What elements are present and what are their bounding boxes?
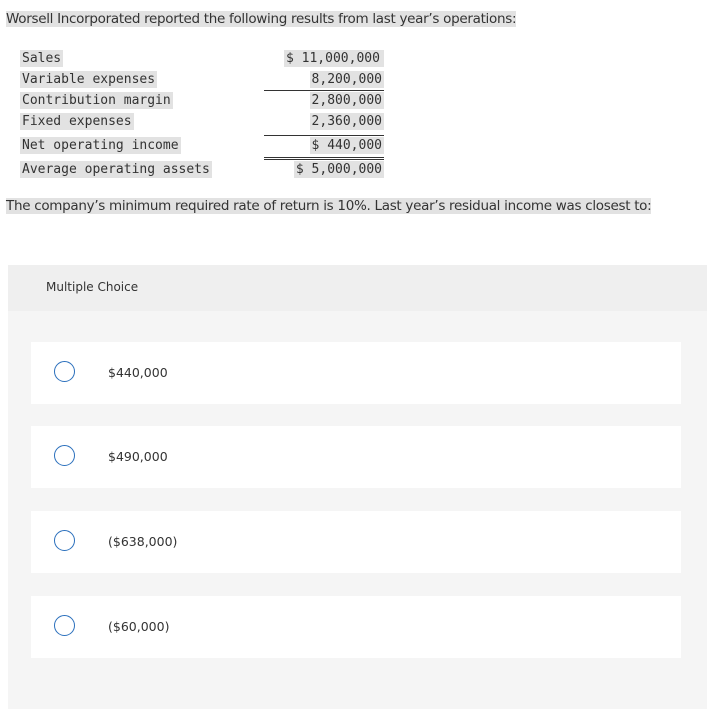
radio-icon[interactable] <box>54 615 75 636</box>
row-label: Variable expenses <box>22 71 156 87</box>
row-label: Sales <box>22 51 62 66</box>
multiple-choice-header <box>8 265 707 311</box>
row-value: 2,360,000 <box>311 113 382 129</box>
choice-option-3[interactable] <box>31 511 681 573</box>
row-value: $ 440,000 <box>311 138 382 153</box>
choice-option-1[interactable] <box>31 342 681 404</box>
row-value: $ 5,000,000 <box>295 161 382 177</box>
row-label: Fixed expenses <box>22 113 132 129</box>
row-label: Average operating assets <box>22 161 210 177</box>
table-row <box>22 157 384 181</box>
table-row <box>20 70 384 91</box>
multiple-choice-label: Multiple Choice <box>46 280 139 294</box>
question-prompt-text: The company’s minimum required rate of return is 10%. Last year’s residual income was closest to: <box>6 198 652 214</box>
question-intro-text: Worsell Incorporated reported the following results from last year’s operations: <box>6 11 517 27</box>
table-row <box>20 112 384 133</box>
choice-option-2[interactable] <box>31 426 681 488</box>
row-label: Contribution margin <box>22 93 171 108</box>
financial-table <box>20 49 384 180</box>
row-value: 2,800,000 <box>311 93 382 108</box>
question-intro <box>6 10 516 28</box>
row-label: Net operating income <box>22 138 179 153</box>
question-prompt <box>6 197 651 215</box>
choice-label: $490,000 <box>108 449 168 464</box>
row-value: 8,200,000 <box>311 71 382 87</box>
multiple-choice-panel <box>8 265 707 709</box>
radio-icon[interactable] <box>54 361 75 382</box>
radio-icon[interactable] <box>54 530 75 551</box>
row-value: $ 11,000,000 <box>284 50 384 67</box>
radio-icon[interactable] <box>54 445 75 466</box>
table-row <box>22 90 384 112</box>
choice-option-4[interactable] <box>31 596 681 658</box>
choice-label: ($638,000) <box>108 534 178 549</box>
table-row <box>22 135 384 157</box>
choice-label: $440,000 <box>108 365 168 380</box>
table-row <box>20 49 384 70</box>
choice-label: ($60,000) <box>108 619 170 634</box>
